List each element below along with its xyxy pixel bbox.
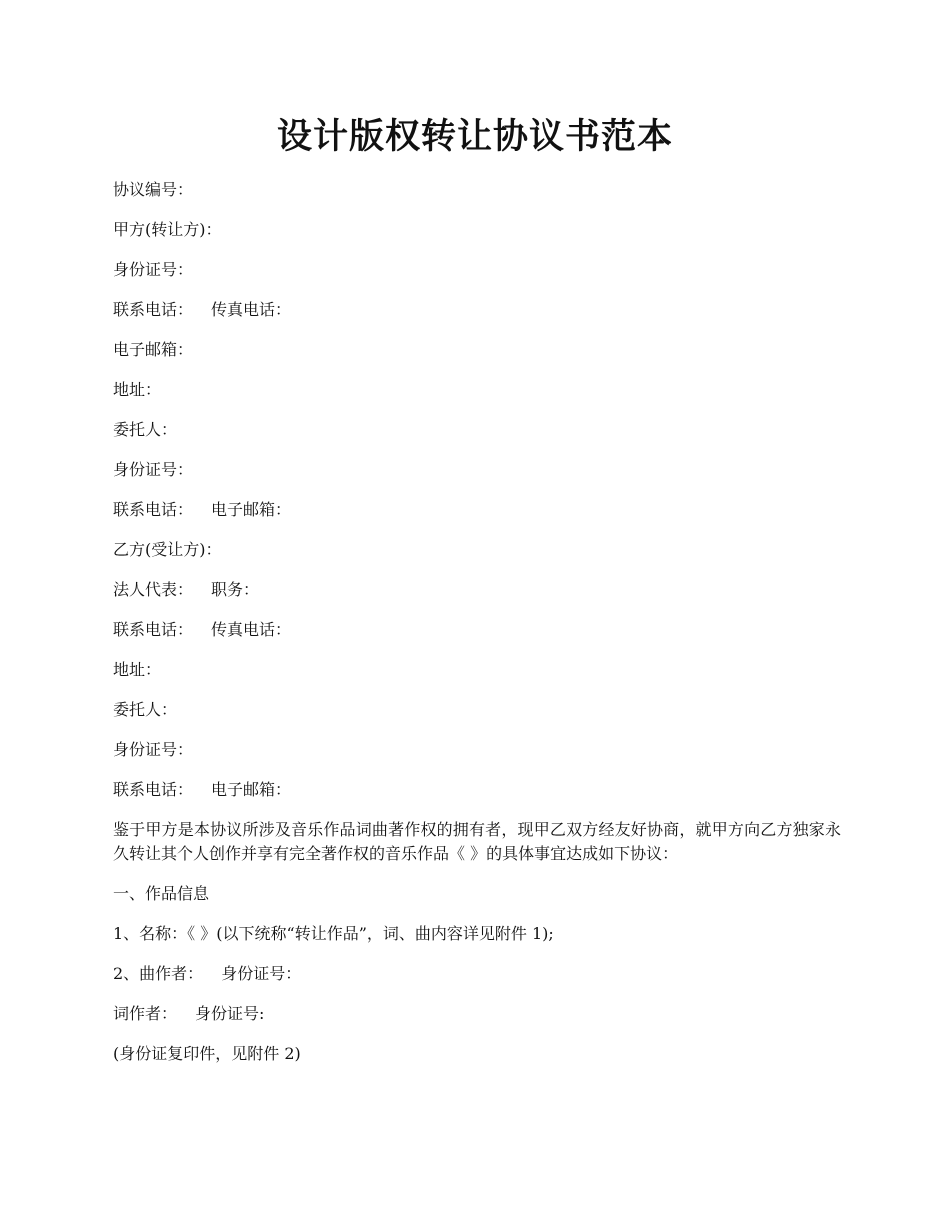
party-a-address-line: 地址： bbox=[113, 380, 162, 399]
party-b-agent-phone-label: 联系电话： bbox=[113, 780, 194, 799]
party-a-id-line: 身份证号： bbox=[113, 260, 194, 279]
party-a-phone-label: 联系电话： bbox=[113, 300, 194, 319]
party-a-agent-id-line: 身份证号： bbox=[113, 460, 194, 479]
composer-id-label: 身份证号： bbox=[221, 964, 302, 983]
party-b-rep-label: 法人代表： bbox=[113, 580, 194, 599]
party-a-agent-line: 委托人： bbox=[113, 420, 178, 439]
intro-paragraph: 鉴于甲方是本协议所涉及音乐作品词曲著作权的拥有者，现甲乙双方经友好协商，就甲方向乙方独家永久转让其个人创作并享有完全著作权的音乐作品《 》的具体事宜达成如下协议： bbox=[113, 820, 841, 863]
section-1-item-2 bbox=[113, 962, 841, 986]
party-b-fax-label: 传真电话： bbox=[211, 620, 292, 639]
agreement-number-line: 协议编号： bbox=[113, 180, 194, 199]
composer-label: 2、曲作者： bbox=[113, 964, 204, 983]
party-b-title-label: 职务： bbox=[211, 580, 260, 599]
id-copy-note: (身份证复印件，见附件 2) bbox=[113, 1044, 301, 1063]
party-a-fax-label: 传真电话： bbox=[211, 300, 292, 319]
party-a-agent-contact-line bbox=[113, 498, 841, 522]
party-b-contact-line bbox=[113, 618, 841, 642]
lyricist-line bbox=[113, 1002, 841, 1026]
party-a-line: 甲方(转让方)： bbox=[113, 220, 222, 239]
section-1-heading: 一、作品信息 bbox=[113, 884, 210, 903]
party-b-agent-email-label: 电子邮箱： bbox=[211, 780, 292, 799]
party-b-phone-label: 联系电话： bbox=[113, 620, 194, 639]
lyricist-label: 词作者： bbox=[113, 1004, 178, 1023]
document-body bbox=[113, 178, 841, 1082]
party-a-contact-line bbox=[113, 298, 841, 322]
party-b-address-line: 地址： bbox=[113, 660, 162, 679]
party-a-agent-phone-label: 联系电话： bbox=[113, 500, 194, 519]
party-b-line: 乙方(受让方)： bbox=[113, 540, 222, 559]
party-a-agent-email-label: 电子邮箱： bbox=[211, 500, 292, 519]
lyricist-id-label: 身份证号: bbox=[195, 1004, 265, 1023]
section-1-item-1: 1、名称：《 》(以下统称“转让作品”，词、曲内容详见附件 1); bbox=[113, 924, 554, 943]
party-b-agent-contact-line bbox=[113, 778, 841, 802]
party-b-agent-id-line: 身份证号： bbox=[113, 740, 194, 759]
party-b-agent-line: 委托人： bbox=[113, 700, 178, 719]
party-b-rep-line bbox=[113, 578, 841, 602]
document-title: 设计版权转让协议书范本 bbox=[276, 116, 673, 157]
party-a-email-line: 电子邮箱： bbox=[113, 340, 194, 359]
